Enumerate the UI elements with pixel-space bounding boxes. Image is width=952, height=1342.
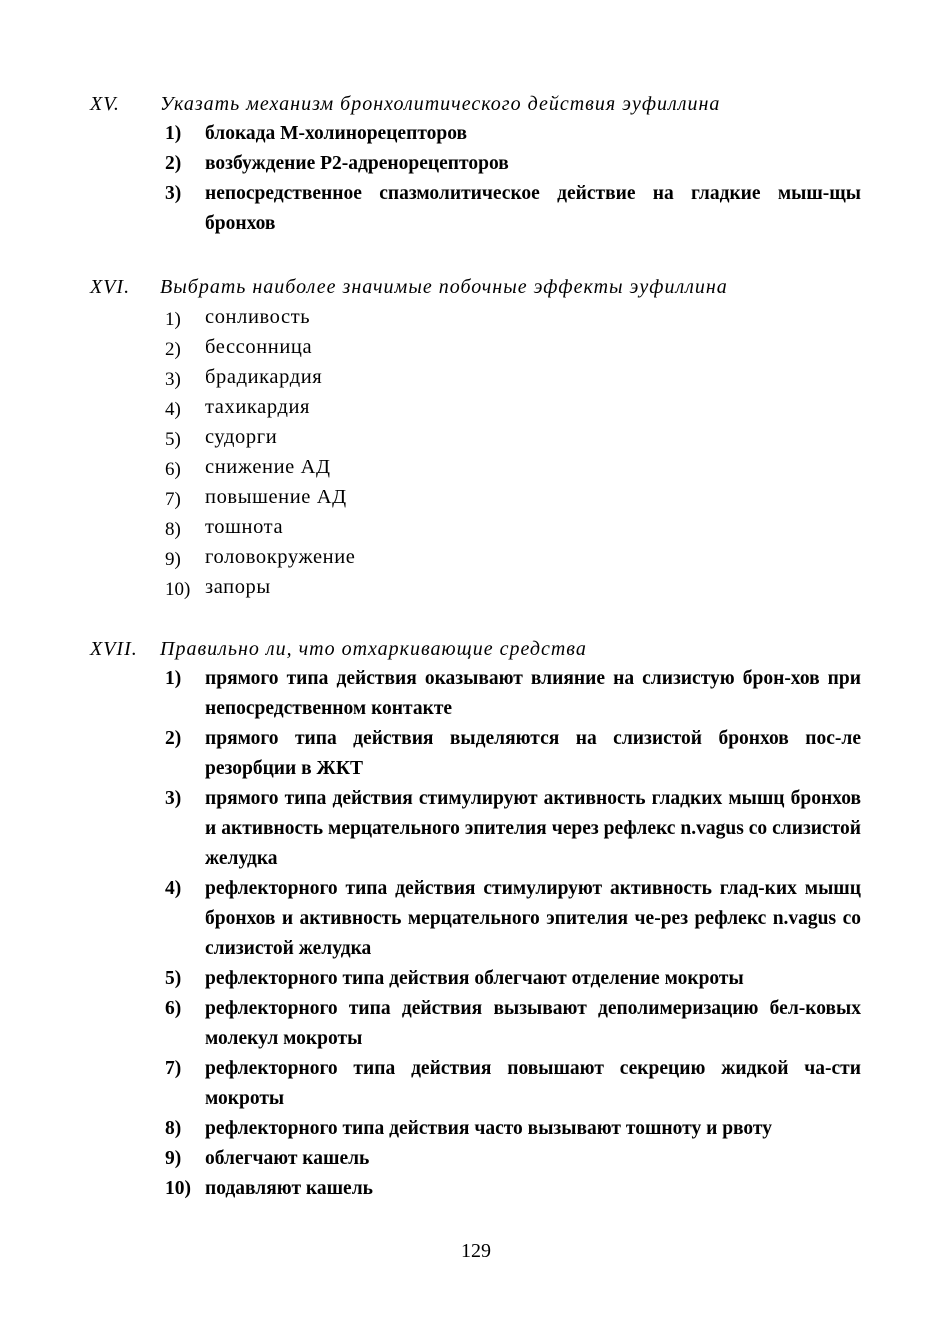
answer-option (0, 302, 952, 332)
option-text: прямого типа действия выделяются на слизистой бронхов пос-ле резорбции в ЖКТ (205, 728, 861, 779)
option-text: рефлекторного типа действия облегчают отделение мокроты (205, 968, 744, 989)
question-xvi (0, 272, 952, 602)
question-heading (0, 634, 952, 664)
option-number: 8) (165, 519, 181, 540)
answer-option (0, 422, 952, 452)
option-text: сонливость (205, 306, 311, 328)
answer-option (0, 392, 952, 422)
option-text: прямого типа действия стимулируют активность гладких мышц бронхов и активность мерцательного эпителия через рефлекс n.vagus со слизистой желудка (205, 788, 861, 869)
question-xvii (0, 634, 952, 1204)
option-text: рефлекторного типа действия часто вызывают тошноту и рвоту (205, 1118, 772, 1139)
option-text: возбуждение Р2-адренорецепторов (205, 153, 509, 174)
option-number: 8) (165, 1118, 182, 1139)
answer-options (0, 664, 952, 1204)
question-heading (0, 89, 952, 119)
option-number: 5) (165, 968, 182, 989)
question-text: Правильно ли, что отхаркивающие средства (160, 638, 587, 660)
option-text: запоры (205, 576, 271, 598)
option-number: 10) (165, 579, 191, 600)
page-number: 129 (461, 1240, 491, 1262)
answer-option (0, 874, 952, 964)
question-text: Выбрать наиболее значимые побочные эффекты эуфиллина (160, 276, 728, 298)
option-text: брадикардия (205, 366, 323, 388)
option-text: непосредственное спазмолитическое действие на гладкие мыш-щы бронхов (205, 183, 861, 234)
answer-option (0, 964, 952, 994)
option-number: 6) (165, 459, 181, 480)
answer-option (0, 119, 952, 149)
option-number: 7) (165, 1058, 182, 1079)
answer-option (0, 482, 952, 512)
answer-option (0, 452, 952, 482)
question-text: Указать механизм бронхолитического действия эуфиллина (160, 93, 721, 115)
answer-option (0, 1054, 952, 1114)
option-number: 6) (165, 998, 182, 1019)
option-text: головокружение (205, 546, 356, 568)
question-number: XVI. (90, 276, 131, 298)
answer-option (0, 664, 952, 724)
option-number: 1) (165, 123, 182, 144)
option-number: 4) (165, 878, 182, 899)
answer-option (0, 1144, 952, 1174)
option-text: облегчают кашель (205, 1148, 370, 1169)
answer-options (0, 119, 952, 239)
answer-option (0, 332, 952, 362)
option-text: рефлекторного типа действия повышают секрецию жидкой ча-сти мокроты (205, 1058, 861, 1109)
answer-option (0, 512, 952, 542)
answer-option (0, 179, 952, 239)
answer-options (0, 302, 952, 602)
option-text: тахикардия (205, 396, 311, 418)
option-number: 3) (165, 788, 182, 809)
option-number: 10) (165, 1178, 191, 1199)
option-number: 1) (165, 309, 181, 330)
option-number: 7) (165, 489, 181, 510)
option-text: бессонница (205, 336, 313, 358)
option-text: рефлекторного типа действия вызывают деполимеризацию бел-ковых молекул мокроты (205, 998, 861, 1049)
option-text: прямого типа действия оказывают влияние на слизистую брон-хов при непосредственном контакте (205, 668, 861, 719)
option-number: 3) (165, 369, 181, 390)
answer-option (0, 572, 952, 602)
option-number: 9) (165, 549, 181, 570)
answer-option (0, 784, 952, 874)
option-text: снижение АД (205, 456, 331, 478)
option-number: 9) (165, 1148, 182, 1169)
answer-option (0, 362, 952, 392)
option-number: 4) (165, 399, 181, 420)
option-number: 5) (165, 429, 181, 450)
option-text: повышение АД (205, 486, 347, 508)
option-number: 1) (165, 668, 182, 689)
option-text: тошнота (205, 516, 284, 538)
answer-option (0, 994, 952, 1054)
option-number: 2) (165, 728, 182, 749)
option-number: 2) (165, 339, 181, 360)
answer-option (0, 724, 952, 784)
option-number: 3) (165, 183, 182, 204)
option-text: подавляют кашель (205, 1178, 373, 1199)
question-number: XV. (90, 93, 120, 115)
answer-option (0, 542, 952, 572)
option-text: судорги (205, 426, 278, 448)
question-xv (0, 89, 952, 239)
question-number: XVII. (90, 638, 138, 660)
option-text: рефлекторного типа действия стимулируют активность глад-ких мышц бронхов и активность мерцательного эпителия че-рез рефлекс n.vagus со слизистой желудка (205, 878, 861, 959)
answer-option (0, 1114, 952, 1144)
answer-option (0, 1174, 952, 1204)
answer-option (0, 149, 952, 179)
question-heading (0, 272, 952, 302)
option-number: 2) (165, 153, 182, 174)
option-text: блокада М-холинорецепторов (205, 123, 468, 144)
